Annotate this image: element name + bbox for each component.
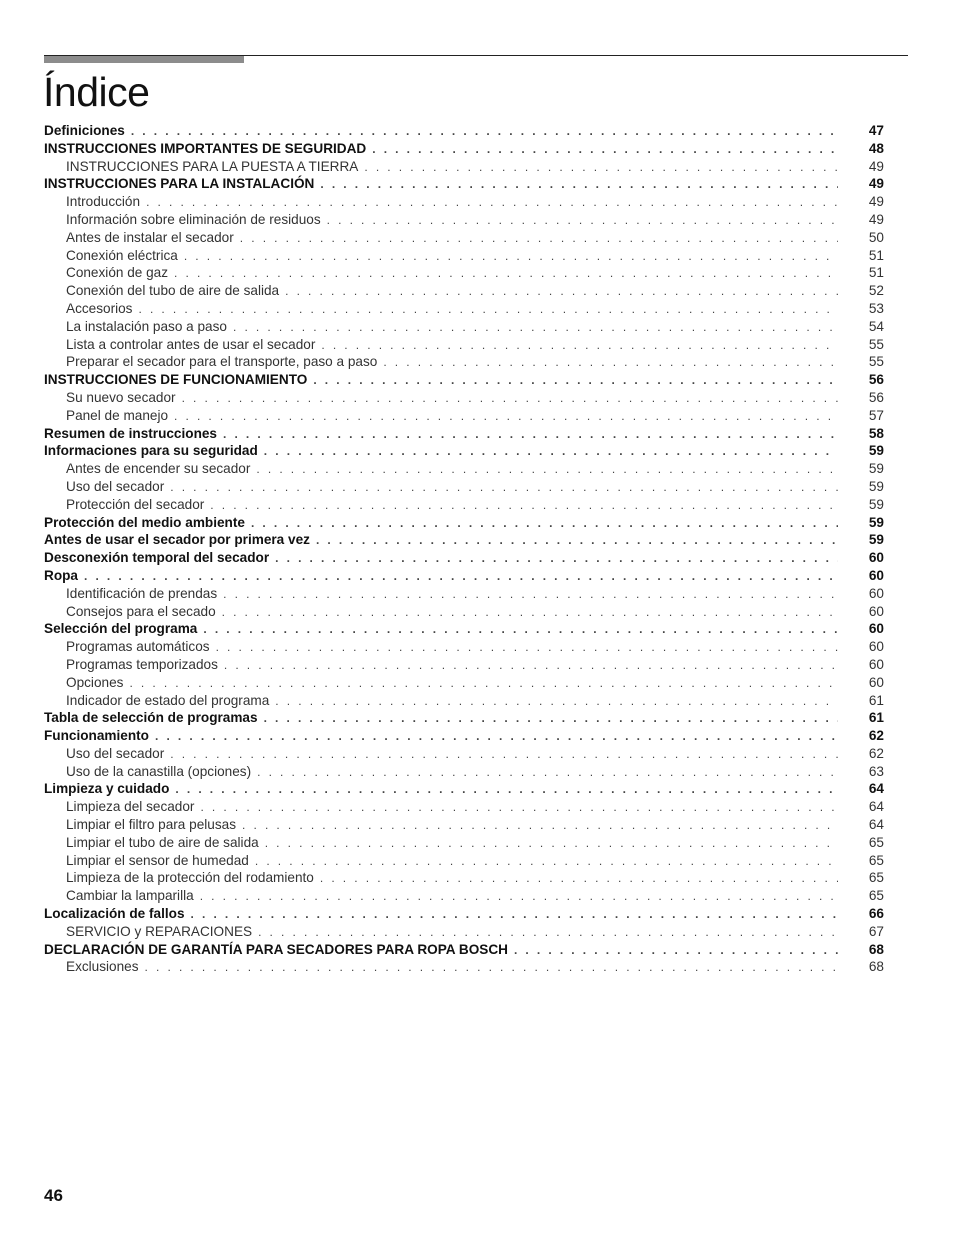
toc-dot-leader bbox=[233, 319, 838, 337]
toc-section-entry[interactable] bbox=[44, 371, 884, 389]
toc-entry-label: Limpiar el sensor de humedad bbox=[66, 852, 249, 868]
toc-entry-page: 58 bbox=[868, 425, 884, 441]
toc-entry-page: 60 bbox=[868, 567, 884, 583]
toc-dot-leader bbox=[174, 408, 838, 426]
toc-subsection-entry[interactable] bbox=[44, 389, 884, 407]
toc-section-entry[interactable] bbox=[44, 780, 884, 798]
toc-dot-leader bbox=[210, 497, 838, 515]
toc-section-entry[interactable] bbox=[44, 122, 884, 140]
toc-dot-leader bbox=[145, 959, 838, 977]
toc-section-entry[interactable] bbox=[44, 140, 884, 158]
toc-subsection-entry[interactable] bbox=[44, 478, 884, 496]
toc-subsection-entry[interactable] bbox=[44, 407, 884, 425]
toc-entry-page: 67 bbox=[868, 923, 884, 939]
toc-subsection-entry[interactable] bbox=[44, 211, 884, 229]
toc-entry-page: 59 bbox=[868, 478, 884, 494]
toc-entry-page: 59 bbox=[868, 461, 884, 477]
toc-entry-label: Informaciones para su seguridad bbox=[44, 443, 258, 459]
toc-entry-label: Funcionamiento bbox=[44, 728, 149, 744]
toc-entry-label: Su nuevo secador bbox=[66, 389, 176, 405]
toc-entry-page: 60 bbox=[868, 639, 884, 655]
toc-entry-label: Antes de usar el secador por primera vez bbox=[44, 532, 310, 548]
toc-subsection-entry[interactable] bbox=[44, 300, 884, 318]
toc-entry-page: 62 bbox=[868, 745, 884, 761]
toc-subsection-entry[interactable] bbox=[44, 336, 884, 354]
toc-section-entry[interactable] bbox=[44, 620, 884, 638]
toc-subsection-entry[interactable] bbox=[44, 603, 884, 621]
toc-entry-page: 65 bbox=[868, 888, 884, 904]
toc-entry-label: SERVICIO y REPARACIONES bbox=[66, 923, 253, 939]
toc-entry-label: Uso de la canastilla (opciones) bbox=[66, 763, 252, 779]
toc-subsection-entry[interactable] bbox=[44, 264, 884, 282]
toc-entry-label: Limpieza y cuidado bbox=[44, 781, 170, 797]
toc-entry-page: 50 bbox=[868, 229, 884, 245]
toc-entry-page: 49 bbox=[868, 176, 884, 192]
toc-entry-label: Protección del medio ambiente bbox=[44, 514, 245, 530]
toc-subsection-entry[interactable] bbox=[44, 496, 884, 514]
toc-dot-leader bbox=[223, 586, 838, 604]
toc-entry-page: 59 bbox=[868, 496, 884, 512]
toc-dot-leader bbox=[200, 799, 838, 817]
toc-subsection-entry[interactable] bbox=[44, 834, 884, 852]
toc-dot-leader bbox=[285, 283, 838, 301]
toc-dot-leader bbox=[313, 372, 838, 390]
toc-dot-leader bbox=[255, 853, 838, 871]
toc-dot-leader bbox=[129, 675, 838, 693]
toc-section-entry[interactable] bbox=[44, 442, 884, 460]
toc-entry-page: 57 bbox=[868, 407, 884, 423]
table-of-contents bbox=[44, 122, 884, 976]
toc-entry-page: 64 bbox=[868, 781, 884, 797]
toc-entry-page: 68 bbox=[868, 941, 884, 957]
toc-entry-page: 60 bbox=[868, 585, 884, 601]
toc-dot-leader bbox=[264, 443, 838, 461]
toc-entry-page: 55 bbox=[868, 354, 884, 370]
toc-dot-leader bbox=[184, 248, 838, 266]
toc-section-entry[interactable] bbox=[44, 727, 884, 745]
toc-subsection-entry[interactable] bbox=[44, 318, 884, 336]
toc-dot-leader bbox=[364, 159, 838, 177]
toc-section-entry[interactable] bbox=[44, 425, 884, 443]
toc-entry-label: Localización de fallos bbox=[44, 906, 185, 922]
toc-entry-page: 61 bbox=[868, 692, 884, 708]
toc-dot-leader bbox=[264, 710, 838, 728]
toc-subsection-entry[interactable] bbox=[44, 353, 884, 371]
toc-section-entry[interactable] bbox=[44, 175, 884, 193]
toc-entry-label: Programas automáticos bbox=[66, 639, 210, 655]
toc-entry-label: INSTRUCCIONES PARA LA PUESTA A TIERRA bbox=[66, 158, 359, 174]
toc-entry-page: 60 bbox=[868, 674, 884, 690]
toc-dot-leader bbox=[203, 621, 838, 639]
toc-entry-page: 65 bbox=[868, 852, 884, 868]
toc-dot-leader bbox=[175, 781, 838, 799]
toc-entry-label: Preparar el secador para el transporte, paso a paso bbox=[66, 354, 378, 370]
toc-section-entry[interactable] bbox=[44, 941, 884, 959]
toc-subsection-entry[interactable] bbox=[44, 852, 884, 870]
toc-entry-label: Resumen de instrucciones bbox=[44, 425, 217, 441]
toc-entry-page: 51 bbox=[868, 265, 884, 281]
toc-entry-label: Exclusiones bbox=[66, 959, 139, 975]
toc-dot-leader bbox=[216, 639, 838, 657]
toc-entry-label: INSTRUCCIONES PARA LA INSTALACIÓN bbox=[44, 176, 315, 192]
toc-entry-page: 63 bbox=[868, 763, 884, 779]
toc-section-entry[interactable] bbox=[44, 567, 884, 585]
toc-entry-page: 60 bbox=[868, 656, 884, 672]
toc-entry-label: Conexión de gaz bbox=[66, 265, 169, 281]
toc-entry-page: 62 bbox=[868, 728, 884, 744]
toc-entry-label: INSTRUCCIONES IMPORTANTES DE SEGURIDAD bbox=[44, 140, 367, 156]
toc-dot-leader bbox=[174, 265, 838, 283]
toc-entry-page: 49 bbox=[868, 211, 884, 227]
toc-dot-leader bbox=[321, 337, 838, 355]
toc-entry-page: 52 bbox=[868, 283, 884, 299]
toc-entry-page: 49 bbox=[868, 158, 884, 174]
toc-dot-leader bbox=[265, 835, 838, 853]
toc-dot-leader bbox=[256, 461, 838, 479]
header-accent-bar bbox=[44, 56, 244, 63]
toc-entry-label: Introducción bbox=[66, 194, 141, 210]
toc-entry-page: 60 bbox=[868, 603, 884, 619]
toc-dot-leader bbox=[170, 479, 838, 497]
page-number: 46 bbox=[44, 1186, 63, 1205]
toc-dot-leader bbox=[258, 924, 838, 942]
toc-dot-leader bbox=[383, 354, 838, 372]
toc-entry-page: 56 bbox=[868, 372, 884, 388]
toc-entry-page: 61 bbox=[868, 710, 884, 726]
toc-dot-leader bbox=[170, 746, 838, 764]
page-title: Índice bbox=[43, 69, 150, 115]
toc-entry-page: 53 bbox=[868, 300, 884, 316]
toc-subsection-entry[interactable] bbox=[44, 638, 884, 656]
toc-entry-label: Cambiar la lamparilla bbox=[66, 888, 194, 904]
toc-subsection-entry[interactable] bbox=[44, 585, 884, 603]
toc-entry-page: 47 bbox=[868, 123, 884, 138]
toc-entry-page: 68 bbox=[868, 959, 884, 975]
toc-entry-page: 65 bbox=[868, 834, 884, 850]
toc-entry-label: Indicador de estado del programa bbox=[66, 692, 270, 708]
toc-section-entry[interactable] bbox=[44, 514, 884, 532]
toc-entry-label: Uso del secador bbox=[66, 745, 165, 761]
toc-entry-label: Selección del programa bbox=[44, 621, 198, 637]
toc-entry-label: Identificación de prendas bbox=[66, 585, 218, 601]
toc-entry-label: Accesorios bbox=[66, 300, 133, 316]
toc-entry-label: Limpiar el tubo de aire de salida bbox=[66, 834, 259, 850]
toc-entry-label: La instalación paso a paso bbox=[66, 318, 227, 334]
toc-dot-leader bbox=[316, 532, 838, 550]
toc-dot-leader bbox=[514, 942, 838, 960]
toc-entry-label: Antes de instalar el secador bbox=[66, 229, 234, 245]
toc-subsection-entry[interactable] bbox=[44, 958, 884, 976]
toc-entry-label: Antes de encender su secador bbox=[66, 461, 251, 477]
toc-subsection-entry[interactable] bbox=[44, 460, 884, 478]
toc-entry-label: Información sobre eliminación de residuos bbox=[66, 211, 321, 227]
toc-dot-leader bbox=[182, 390, 838, 408]
toc-entry-label: DECLARACIÓN DE GARANTÍA PARA SECADORES PARA ROPA BOSCH bbox=[44, 941, 508, 957]
toc-dot-leader bbox=[240, 230, 838, 248]
toc-dot-leader bbox=[242, 817, 838, 835]
toc-entry-page: 64 bbox=[868, 799, 884, 815]
toc-entry-label: Desconexión temporal del secador bbox=[44, 550, 270, 566]
toc-entry-label: Opciones bbox=[66, 674, 124, 690]
toc-entry-label: INSTRUCCIONES DE FUNCIONAMIENTO bbox=[44, 372, 308, 388]
toc-dot-leader bbox=[155, 728, 838, 746]
toc-dot-leader bbox=[257, 764, 838, 782]
toc-entry-label: Programas temporizados bbox=[66, 656, 218, 672]
toc-entry-label: Uso del secador bbox=[66, 478, 165, 494]
toc-subsection-entry[interactable] bbox=[44, 816, 884, 834]
toc-entry-page: 66 bbox=[868, 906, 884, 922]
toc-entry-page: 49 bbox=[868, 194, 884, 210]
toc-entry-label: Consejos para el secado bbox=[66, 603, 216, 619]
toc-dot-leader bbox=[223, 426, 838, 444]
toc-entry-label: Conexión del tubo de aire de salida bbox=[66, 283, 280, 299]
toc-entry-page: 55 bbox=[868, 336, 884, 352]
toc-subsection-entry[interactable] bbox=[44, 158, 884, 176]
toc-entry-label: Limpieza del secador bbox=[66, 799, 195, 815]
toc-subsection-entry[interactable] bbox=[44, 869, 884, 887]
toc-entry-label: Conexión eléctrica bbox=[66, 247, 178, 263]
toc-dot-leader bbox=[275, 550, 838, 568]
toc-dot-leader bbox=[275, 693, 838, 711]
toc-subsection-entry[interactable] bbox=[44, 229, 884, 247]
toc-dot-leader bbox=[138, 301, 838, 319]
toc-entry-page: 48 bbox=[868, 140, 884, 156]
toc-entry-page: 64 bbox=[868, 817, 884, 833]
toc-section-entry[interactable] bbox=[44, 549, 884, 567]
toc-subsection-entry[interactable] bbox=[44, 763, 884, 781]
toc-dot-leader bbox=[84, 568, 838, 586]
toc-subsection-entry[interactable] bbox=[44, 674, 884, 692]
toc-subsection-entry[interactable] bbox=[44, 656, 884, 674]
toc-entry-page: 59 bbox=[868, 514, 884, 530]
toc-subsection-entry[interactable] bbox=[44, 887, 884, 905]
toc-dot-leader bbox=[200, 888, 838, 906]
toc-entry-page: 54 bbox=[868, 318, 884, 334]
toc-entry-label: Ropa bbox=[44, 567, 78, 583]
toc-entry-label: Definiciones bbox=[44, 123, 125, 138]
toc-subsection-entry[interactable] bbox=[44, 193, 884, 211]
toc-dot-leader bbox=[372, 141, 838, 159]
toc-entry-page: 59 bbox=[868, 443, 884, 459]
toc-dot-leader bbox=[222, 604, 838, 622]
toc-section-entry[interactable] bbox=[44, 709, 884, 727]
toc-dot-leader bbox=[131, 123, 838, 141]
toc-subsection-entry[interactable] bbox=[44, 282, 884, 300]
toc-entry-label: Protección del secador bbox=[66, 496, 205, 512]
toc-entry-page: 65 bbox=[868, 870, 884, 886]
toc-dot-leader bbox=[191, 906, 838, 924]
toc-subsection-entry[interactable] bbox=[44, 798, 884, 816]
toc-dot-leader bbox=[327, 212, 838, 230]
toc-subsection-entry[interactable] bbox=[44, 745, 884, 763]
toc-entry-label: Tabla de selección de programas bbox=[44, 710, 258, 726]
toc-dot-leader bbox=[320, 176, 838, 194]
toc-entry-page: 60 bbox=[868, 621, 884, 637]
toc-entry-page: 56 bbox=[868, 389, 884, 405]
toc-section-entry[interactable] bbox=[44, 531, 884, 549]
toc-entry-page: 59 bbox=[868, 532, 884, 548]
toc-entry-label: Limpiar el filtro para pelusas bbox=[66, 817, 237, 833]
toc-entry-page: 51 bbox=[868, 247, 884, 263]
toc-entry-label: Panel de manejo bbox=[66, 407, 169, 423]
toc-dot-leader bbox=[320, 870, 838, 888]
toc-subsection-entry[interactable] bbox=[44, 692, 884, 710]
toc-entry-label: Limpieza de la protección del rodamiento bbox=[66, 870, 314, 886]
toc-entry-label: Lista a controlar antes de usar el secador bbox=[66, 336, 316, 352]
toc-dot-leader bbox=[146, 194, 838, 212]
toc-entry-page: 60 bbox=[868, 550, 884, 566]
toc-dot-leader bbox=[251, 515, 838, 533]
toc-subsection-entry[interactable] bbox=[44, 247, 884, 265]
toc-subsection-entry[interactable] bbox=[44, 923, 884, 941]
toc-dot-leader bbox=[224, 657, 838, 675]
toc-section-entry[interactable] bbox=[44, 905, 884, 923]
